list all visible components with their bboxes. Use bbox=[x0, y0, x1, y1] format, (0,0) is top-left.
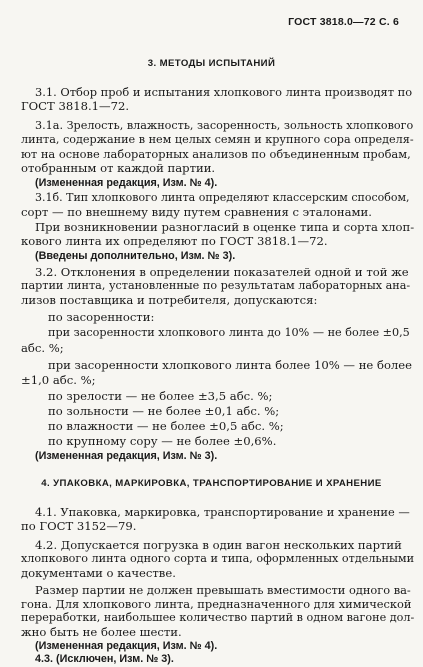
text-line: сорт — по внешнему виду путем сравнения с эталонами. bbox=[21, 205, 372, 219]
section-3-title: 3. МЕТОДЫ ИСПЫТАНИЙ bbox=[147, 58, 276, 69]
text-line: 3.2. Отклонения в определении показателей одной и той же bbox=[35, 265, 409, 279]
text-line: по ГОСТ 3152—79. bbox=[21, 519, 137, 533]
amendment-note: 4.3. (Исключен, Изм. № 3). bbox=[35, 653, 174, 665]
text-line: по зольности — не более ±0,1 абс. %; bbox=[48, 404, 280, 418]
text-line: партии линта, установленные по результатам лабораторных ана- bbox=[21, 279, 411, 292]
text-line: при засоренности хлопкового линта до 10% — не более ±0,5 bbox=[48, 326, 410, 339]
text-line: при засоренности хлопкового линта более 10% — не более bbox=[48, 358, 413, 372]
text-line: линта, содержание в нем целых семян и крупного сора определя- bbox=[21, 133, 414, 146]
text-line: переработки, наибольшее количество партий в одном вагоне дол- bbox=[21, 611, 415, 624]
amendment-note: (Измененная редакция, Изм. № 4). bbox=[35, 177, 218, 189]
amendment-note: (Введены дополнительно, Изм. № 3). bbox=[35, 250, 236, 262]
text-line: кового линта их определяют по ГОСТ 3818.1—72. bbox=[21, 234, 328, 248]
text-line: хлопкового линта одного сорта и типа, оформленных отдельными bbox=[21, 552, 415, 565]
text-line: 3.1. Отбор проб и испытания хлопкового линта производят по bbox=[35, 85, 413, 99]
amendment-note: (Измененная редакция, Изм. № 4). bbox=[35, 640, 218, 652]
text-line: лизов поставщика и потребителя, допускаются: bbox=[21, 293, 318, 307]
text-line: по зрелости — не более ±3,5 абс. %; bbox=[48, 389, 273, 403]
text-line: ГОСТ 3818.1—72. bbox=[21, 99, 130, 113]
page-header: ГОСТ 3818.0—72 С. 6 bbox=[288, 16, 399, 28]
text-line: абс. %; bbox=[21, 341, 64, 355]
text-line: При возникновении разногласий в оценке типа и сорта хлоп- bbox=[35, 220, 415, 234]
text-line: по влажности — не более ±0,5 абс. %; bbox=[48, 419, 284, 433]
text-line: 3.1а. Зрелость, влажность, засоренность, зольность хлопкового bbox=[35, 119, 414, 132]
text-line: Размер партии не должен превышать вместимости одного ва- bbox=[35, 583, 411, 597]
text-line: документами о качестве. bbox=[21, 566, 176, 580]
text-line: ±1,0 абс. %; bbox=[21, 373, 96, 387]
text-line: 3.1б. Тип хлопкового линта определяют классерским способом, bbox=[35, 191, 410, 204]
text-line: по крупному сору — не более ±0,6%. bbox=[48, 434, 277, 448]
text-line: 4.2. Допускается погрузка в один вагон нескольких партий bbox=[35, 538, 402, 552]
text-line: гона. Для хлопкового линта, предназначенного для химической bbox=[21, 597, 412, 611]
text-line: жно быть не более шести. bbox=[21, 625, 182, 639]
text-line: по засоренности: bbox=[48, 310, 155, 324]
text-line: 4.1. Упаковка, маркировка, транспортирование и хранение — bbox=[35, 505, 410, 519]
section-4-title: 4. УПАКОВКА, МАРКИРОВКА, ТРАНСПОРТИРОВАНИЕ И ХРАНЕНИЕ bbox=[41, 478, 382, 489]
text-line: ют на основе лабораторных анализов по объединенным пробам, bbox=[21, 147, 411, 161]
amendment-note: (Измененная редакция, Изм. № 3). bbox=[35, 450, 218, 462]
text-line: отобранным от каждой партии. bbox=[21, 161, 216, 175]
